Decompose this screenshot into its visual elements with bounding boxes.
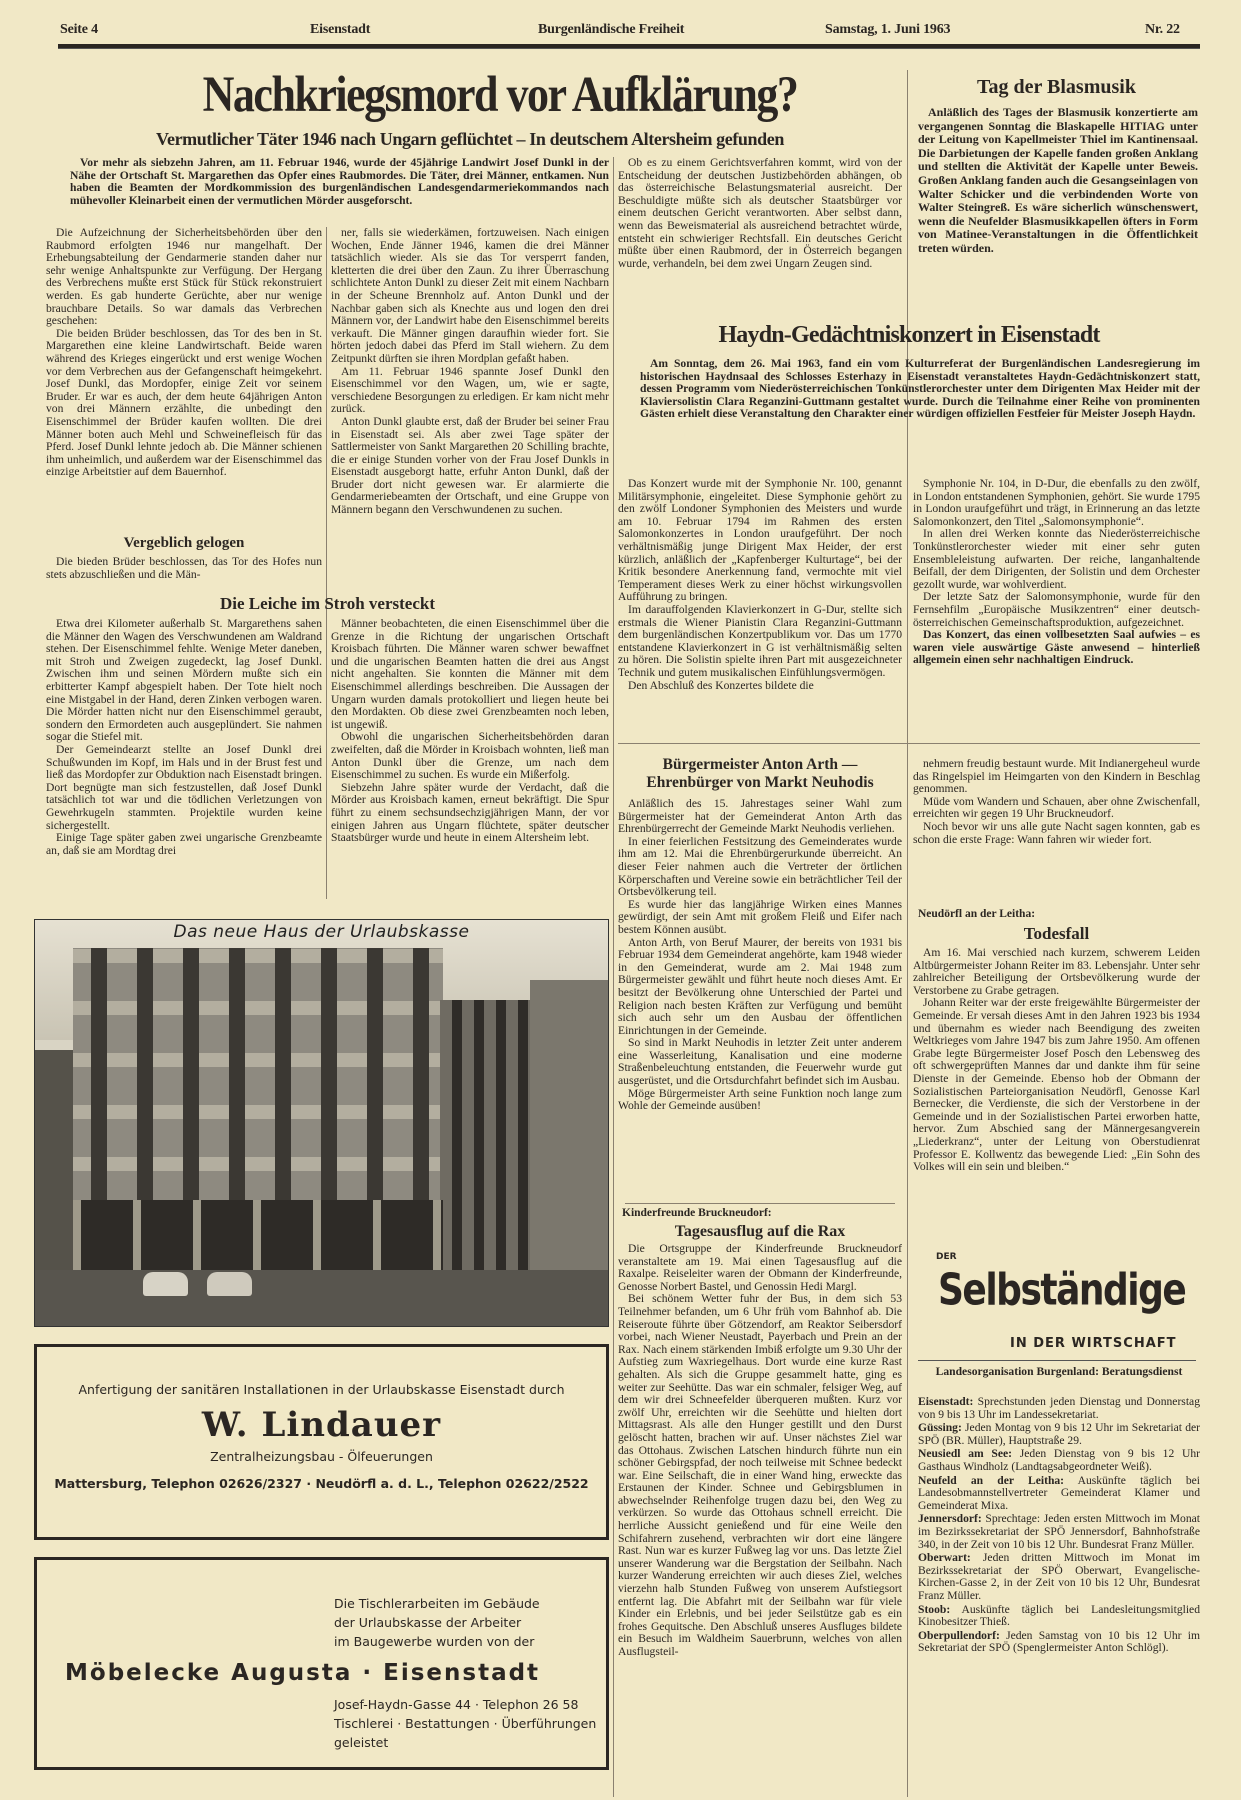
arth-body xyxy=(618,798,902,1198)
paragraph: In allen drei Werken konnte das Niederösterreichische Tonkünstlerorchester wieder mit einer sehr guten Ensembleleistung aufwarten. Der reiche, langanhaltende Beifall, der dem Dirigenten, der Solistin und dem Orchester gezollt wurde, war wohlverdient. xyxy=(913,527,1200,591)
paragraph: Etwa drei Kilometer außerhalb St. Margarethens sahen die Männer den Wagen des Verschwundenen am Waldrand stehen. Der Eisenschimmel fehlte. Wenige Meter daneben, mit Stroh und Zweigen zugedeckt, lag Josef Dunkl. Zwischen ihm und seinen Mördern mußte sich ein erbitterter Kampf abgespielt haben. Der Tote hielt noch eine Mistgabel in der Hand, deren Zinken verbogen waren. Die Mörder hatten nicht nur den Eisenschimmel geraubt, sondern den Ermordeten auch ausgeplündert. Sie nahmen sogar die Stiefel mit. xyxy=(46,618,322,744)
paragraph: Die bieden Brüder beschlossen, das Tor des Hofes nun stets abzuschließen und die Män- xyxy=(46,556,322,581)
logo-bottom-text: IN DER WIRTSCHAFT xyxy=(1010,1336,1177,1351)
column-divider xyxy=(613,157,614,1797)
paragraph: Es wurde hier das langjährige Wirken eines Mannes gewürdigt, der sein Amt mit großem Fleiß und Eifer nach bestem Können ausübt. xyxy=(618,897,902,936)
ad-intro: Anfertigung der sanitären Installationen in der Urlaubskasse Eisenstadt durch xyxy=(78,1382,565,1397)
paragraph: In einer feierlichen Festsitzung des Gemeinderates wurde ihm am 12. Mai die Ehrenbürgerurkunde überreicht. An dieser Feier nahmen auch die Vertreter der örtlichen Körperschaften und Vereine sowie ein beträchtlicher Teil der Ortsbevölkerung teil. xyxy=(618,834,902,899)
ad-contact: Neudörfl a. d. L., Telephon 02622/2522 xyxy=(315,1476,589,1491)
paragraph: Am 11. Februar 1946 spannte Josef Dunkl den Eisenschimmel vor den Wagen, um, wie er sagte, verschiedene Besorgungen zu erledigen. Er kam nicht mehr zurück. xyxy=(331,364,609,416)
paragraph: ner, falls sie wiederkämen, fortzuweisen. Nach einigen Wochen, Ende Jänner 1946, kamen die drei Männer tatsächlich wieder. Als sie das Tor versperrt fanden, kletterten die drei über den Zaun. Zu ihrer Überraschung schlichtete Anton Dunkl zu dieser Zeit mit einem Nachbarn in der Scheune Brennholz auf. Anton Dunkl und der Nachbar gaben sich als Knechte aus und logen den drei Männern vor, der Landwirt habe den Eisenschimmel bereits verkauft. Die Männer gingen daraufhin wieder fort. Sie hörten jedoch dabei das Pferd im Stall wiehern. Zu dem Zeitpunkt dürften sie ihren Mordplan gefaßt haben. xyxy=(331,227,609,365)
entry-text: Auskünfte täglich bei Landesleitungsmitglied Kinobesitzer Thieß. xyxy=(918,1602,1200,1629)
issue-number: Nr. 22 xyxy=(1145,22,1180,37)
paragraph: Der Gemeindearzt stellte an Josef Dunkl drei Schußwunden im Kopf, im Hals und in der Brust fest und ließ das Mordopfer zur Obduktion nach Eisenstadt bringen. Dort begnügte man sich festzustellen, daß Josef Dunkl tatsächlich tot war und die tödlichen Verletzungen von Gewehrkugeln stammten. Projektile wurden keine sichergestellt. xyxy=(46,742,322,832)
entry-text: Jeden Samstag von 10 bis 12 Uhr im Sekretariat der SPÖ (Spenglermeister Anton Schlögl). xyxy=(918,1628,1200,1655)
haydn-lead xyxy=(640,358,1200,470)
ad-augusta xyxy=(34,1557,609,1770)
paragraph: Müde vom Wandern und Schauen, aber ohne Zwischenfall, erreichten wir gegen 19 Uhr Bruckneudorf. xyxy=(913,794,1200,821)
ad-company-name: W. Lindauer xyxy=(201,1405,442,1445)
paragraph: Siebzehn Jahre später wurde der Verdacht, daß die Mörder aus Kroisbach kamen, erneut bekräftigt. Die Spur führt zu einem sechsundsechzigjährigen Mann, der vor einigen Jahren aus Ungarn flüchtete, später deutscher Staatsbürger wurde und heute in einem Altersheim lebt. xyxy=(331,780,609,845)
paragraph: Der letzte Satz der Salomonsymphonie, wurde für den Fernsehfilm „Europäische Musikzentren“ einer deutsch-österreichischen Gemeinschaftsproduktion, aufgezeichnet. xyxy=(913,590,1200,629)
paragraph: Die Ortsgruppe der Kinderfreunde Bruckneudorf veranstaltete am 19. Mai einen Tagesausflug auf die Raxalpe. Reiseleiter waren der Obmann der Kinderfreunde, Genosse Norbert Bastel, und Genossin Hedi Margl. xyxy=(618,1243,902,1293)
paragraph: Die beiden Brüder beschlossen, das Tor des ben in St. Margarethen eine kleine Landwirtschaft. Beide waren während des Krieges eingerückt und erst wenige Wochen vor dem Verbrechen aus der Gefangenschaft heimgekehrt. Josef Dunkl, das Mordopfer, einige Zeit vor seinem Bruder. Er war es auch, der dem heute 64jährigen Anton von drei Männern erzählte, die unbedingt den Eisenschimmel der Brüder kaufen wollten. Die drei Männer boten auch Mehl und Schweinefleisch für das Pferd. Josef Dunkl lehnte jedoch ab. Die Männer schienen ihm unheimlich, und außerdem war der Eisenschimmel das einzige Arbeitstier auf dem Bauernhof. xyxy=(46,326,322,479)
paragraph: Den Abschluß des Konzertes bildete die xyxy=(628,678,814,692)
paragraph: Anläßlich des 15. Jahrestages seiner Wahl zum Bürgermeister hat der Gemeinderat Anton Arth das Ehrenbürgerrecht der Gemeinde Markt Neuhodis verliehen. xyxy=(618,798,902,836)
list-item xyxy=(918,1604,1200,1629)
ad-lindauer xyxy=(34,1344,609,1540)
header-rule xyxy=(58,44,1200,49)
paragraph: nehmern freudig bestaunt wurde. Mit Indianergeheul wurde das Ringelspiel im Heimgarten von den Kindern in Beschlag genommen. xyxy=(913,758,1200,796)
todesfall-title: Todesfall xyxy=(1023,924,1090,943)
rax-body xyxy=(618,1243,902,1793)
subheading-vergeblich: Vergeblich gelogen xyxy=(123,535,245,551)
header-place: Eisenstadt xyxy=(310,22,371,37)
section-divider xyxy=(625,1203,895,1204)
paragraph: Das Konzert wurde mit der Symphonie Nr. 100, genannt Militärsymphonie, eingeleitet. Diese Symphonie gehört zu den zwölf Londoner Symphonien des Meisters und wurde am 10. Februar 1794 im Rahmen des ersten Salomonkonzertes in London uraufgeführt. Der noch verhältnismäßig junge Dirigent Max Heider, der erst kürzlich, anläßlich der „Kapfenberger Kulturtage“, bei der Kritik besondere Anerkennung fand, vermochte mit viel Temperament dieses Werk zu einer höchst wirkungsvollen Aufführung zu bringen. xyxy=(618,478,902,604)
entry-place: Eisenstadt: xyxy=(918,1396,974,1408)
photo-caption: Das neue Haus der Urlaubskasse xyxy=(173,922,470,942)
ad-intro-line: Die Tischlerarbeiten im Gebäude xyxy=(334,1596,540,1611)
lead-paragraph: Am Sonntag, dem 26. Mai 1963, fand ein vom Kulturreferat der Burgenländischen Landesregierung im historischen Haydnsaal des Schlosses Esterhazy in Eisenstadt veranstaltetes Haydn-Gedächtniskonzert statt, dessen Programm vom Niederösterreichischen Tonkünstlerorchester unter dem Dirigenten Max Heider mit der Klaviersolistin Clara Reganzini-Guttmann gestaltet wurde. Durch die Teilnahme einer Reihe von prominenten Gästen erhielt diese Veranstaltung den Charakter einer würdigen offiziellen Festfeier für Meister Joseph Haydn. xyxy=(640,358,1200,421)
lead-paragraph: Vor mehr als siebzehn Jahren, am 11. Februar 1946, wurde der 45jährige Landwirt Josef Dunkl in der Nähe der Ortschaft St. Margarethen das Opfer eines Raubmordes. Die Täter, drei Männer, entkamen. Nun haben die Beamten der Mordkommission des burgenländischen Landesgendarmeriekommandos nach mühevoller Kleinarbeit einen der vermutlichen Mörder ausgeforscht. xyxy=(70,157,609,207)
entry-place: Oberpullendorf: xyxy=(918,1628,1000,1642)
entry-text: Sprechstunden jeden Dienstag und Donnerstag von 9 bis 13 Uhr im Landessekretariat. xyxy=(918,1396,1200,1421)
main-col2b-text xyxy=(331,618,609,900)
paragraph: Im darauffolgenden Klavierkonzert in G-Dur, stellte sich erstmals die Wiener Pianistin Clara Reganzini-Guttmann dem burgenländischen Konzertpublikum vor. Das um 1770 entstandene Klavierkonzert in G ist verhältnismäßig selten zu hören. Die Solistin spielte ihren Part mit ausgezeichneter Technik und gutem musikalischen Einfühlungsvermögen. xyxy=(618,602,902,679)
entry-text: Jeden Dienstag von 9 bis 12 Uhr Gasthaus Windholz (Landtagsabgeordneter Weiß). xyxy=(918,1447,1200,1473)
entry-text: Jeden dritten Mittwoch im Monat im Bezirkssekretariat der SPÖ Oberwart, Evangelische-Kirchen-Gasse 2, in der Zeit von 10 bis 12 Uhr, Bundesrat Franz Müller. xyxy=(918,1551,1200,1602)
paragraph: Anton Arth, von Beruf Maurer, der bereits von 1931 bis Februar 1934 dem Gemeinderat angehörte, kam 1948 wieder in den Gemeinderat, wurde am 2. Mai 1948 zum Bürgermeister gewählt und führt heute noch dieses Amt. Er besitzt der Bevölkerung ohne Unterschied der Partei und Religion nach besten Kräften zur Verfügung und bemüht sich auch sehr um den Ausbau der öffentlichen Einrichtungen in der Gemeinde. xyxy=(618,935,902,1037)
ad-separator: · xyxy=(306,1476,312,1491)
paragraph: Symphonie Nr. 104, in D-Dur, die ebenfalls zu den zwölf, in London entstandenen Symphonien, gehört. Sie wurde 1795 in London uraufgeführt und trägt, in Erinnerung an das letzte Salomonkonzert, den Titel „Salomonsymphonie“. xyxy=(913,478,1200,528)
entry-place: Jennersdorf: xyxy=(918,1512,982,1526)
main-lead xyxy=(70,157,609,207)
building-right xyxy=(530,980,608,1280)
main-subheadline: Vermutlicher Täter 1946 nach Ungarn geflüchtet – In deutschem Altersheim gefunden xyxy=(156,129,784,149)
todesfall-dateline: Neudörfl an der Leitha: xyxy=(918,908,1036,920)
building-side xyxy=(440,1000,530,1270)
rax-title: Tagesausflug auf die Rax xyxy=(674,1223,846,1240)
paragraph: Die Aufzeichnung der Sicherheitsbehörden über den Raubmord erfolgten 1946 nur mangelhaft. Der Erhebungsabteilung der Gendarmerie standen daher nur sehr wenige Anhaltspunkte zur Verfügung. Der Hergang des Verbrechens mußte erst Stück für Stück rekonstruiert werden. Es gab hunderte Gerüchte, aber nur wenige brauchbare Details. So war damals das Verbrechen geschehen: xyxy=(46,227,322,328)
blasmusik-title: Tag der Blasmusik xyxy=(977,76,1136,98)
logo-main-text: Selbständige xyxy=(938,1266,1186,1316)
building-photo xyxy=(34,919,609,1327)
ad-intro-line: im Baugewerbe wurden von der xyxy=(334,1634,535,1649)
building-left xyxy=(35,1050,73,1280)
paragraph: Am 16. Mai verschied nach kurzem, schwerem Leiden Altbürgermeister Johann Reiter im 83. Lebensjahr. Unter sehr zahlreicher Beteiligung der Ortsbevölkerung wurde der Verstorbene zu Grabe getragen. xyxy=(913,947,1200,997)
main-col1-text xyxy=(46,227,322,532)
entry-place: Neusiedl am See: xyxy=(918,1447,1013,1461)
paragraph: Noch bevor wir uns alle gute Nacht sagen konnten, gab es schon die erste Frage: Wann fahren wir wieder fort. xyxy=(913,819,1200,846)
main-col3-text xyxy=(618,157,902,307)
haydn-col-b xyxy=(913,478,1200,736)
haydn-title: Haydn-Gedächtniskonzert in Eisenstadt xyxy=(718,322,1100,348)
paragraph: Ob es zu einem Gerichtsverfahren kommt, wird von der Entscheidung der deutschen Justizbehörden abhängen, ob das österreichische Belastungsmaterial ausreicht. Der Beschuldigte müßte sich als deutscher Staatsbürger vor einem deutschen Gericht verantworten. Aber selbst dann, wenn das Beweismaterial als ausreichend betrachtet würde, entsteht ein schwieriger Rechtsfall. Ein deutsches Gericht müßte über einen Raubmord, der in Österreich begangen wurde, verhandeln, bei dem zwei Ungarn Zeugen sind. xyxy=(618,157,902,270)
car xyxy=(207,1272,252,1296)
issue-date: Samstag, 1. Juni 1963 xyxy=(825,22,951,37)
paragraph: Anton Dunkl glaubte erst, daß der Bruder bei seiner Frau in Eisenstadt sei. Als aber zwei Tage später der Sattlermeister von Sankt Margarethen 20 Schilling brachte, die er einige Stunden vorher von der Frau Josef Dunkls in Eisenstadt ausgeborgt hatte, erfuhr Anton Dunkl, daß der Bruder dort nicht gewesen war. Er alarmierte die Gendarmeriebeamten der Ortschaft, und eine Gruppe von Männern begann den Verschwundenen zu suchen. xyxy=(331,414,609,517)
paragraph: Johann Reiter war der erste freigewählte Bürgermeister der Gemeinde. Er versah dieses Amt in den Jahren 1923 bis 1934 und übernahm es wieder nach Beendigung des zweiten Weltkrieges vom Jahre 1947 bis zum Jahre 1950. Am offenen Grabe legte Bürgermeister Josef Posch den Lebensweg des oft schwergeprüften Mannes dar und dankte ihm für seine Dienste in der Gemeinde. Ebenso hob der Obmann der Sozialistischen Parteiorganisation Neudörfl, Genosse Karl Bernecker, die Verdienste, die sich der Verstorbene in der Gemeinde und in der Sozialistischen Partei erworben hatte, hervor. Zum Abschied sang der Männergesangverein „Liederkranz“, unter der Leitung von Oberstudienrat Professor E. Kollwentz das bewegende Lied: „Ein Sohn des Volkes will ein sein und bleiben.“ xyxy=(913,996,1200,1174)
paragraph: Anläßlich des Tages der Blasmusik konzertierte am vergangenen Sonntag die Blaskapelle HITIAG unter der Leitung von Kapellmeister Thiel im Kantinensaal. Die Darbietungen der Kapelle fanden großen Anklang und stellten die Aktivität der Kapelle unter Beweis. Großen Anklang fanden auch die Gesangseinlagen von Walter Schicker und die verbindenden Worte von Walter Steingreß. Es wäre sicherlich wünschenswert, wenn die Neufelder Blasmusikkapellen öfters in Form von Matinee-Veranstaltungen in die Öffentlichkeit treten würden. xyxy=(918,106,1198,255)
ad-contact: Mattersburg, Telephon 02626/2327 xyxy=(54,1476,302,1491)
paragraph: Einige Tage später gaben zwei ungarische Grenzbeamte an, daß sie am Mordtag drei xyxy=(46,831,322,857)
entry-text: Auskünfte täglich bei Landesobmannstellvertreter Gemeinderat Klamer und Gemeinderat Mixa. xyxy=(918,1473,1200,1512)
list-item xyxy=(918,1396,1200,1421)
main-col2-text xyxy=(331,227,609,585)
ad-outro: geleistet xyxy=(334,1735,389,1750)
ad-trade: Zentralheizungsbau - Ölfeuerungen xyxy=(210,1449,433,1464)
main-col1b-text xyxy=(46,618,322,900)
arth-title: Bürgermeister Anton Arth — Ehrenbürger von Markt Neuhodis xyxy=(646,756,874,791)
section-divider xyxy=(618,743,1200,744)
list-item xyxy=(918,1630,1200,1655)
newspaper-name: Burgenländische Freiheit xyxy=(538,22,685,37)
rax-dateline: Kinderfreunde Bruckneudorf: xyxy=(622,1207,772,1219)
list-item xyxy=(918,1422,1200,1447)
selbstaendige-logo xyxy=(930,1252,1190,1356)
subheading-leiche: Die Leiche im Stroh versteckt xyxy=(220,594,435,613)
ad-services: Tischlerei · Bestattungen · Überführungen xyxy=(334,1716,597,1731)
entry-text: Sprechtage: Jeden ersten Mittwoch im Monat im Bezirkssekretariat der SPÖ Jennersdorf, Bahnhofstraße 340, in der Zeit von 10 bis 12 Uhr. Bundesrat Franz Müller. xyxy=(918,1512,1200,1551)
page-number: Seite 4 xyxy=(60,22,98,37)
ad-intro-line: der Urlaubskasse der Arbeiter xyxy=(334,1615,522,1630)
car xyxy=(143,1272,188,1296)
paragraph: Männer beobachteten, die einen Eisenschimmel über die Grenze in die Richtung der ungarischen Ortschaft Kroisbach führten. Die Männer waren schwer bewaffnet und die ungarischen Beamten hatten die drei aus Angst nicht angehalten. Sie konnten die Männer mit dem Eisenschimmel allerdings beschreiben. Die Aussagen der Ungarn wurden damals protokolliert und liegen heute bei den Mordakten. Ob diese zwei Grenzbeamten noch leben, ist ungewiß. xyxy=(331,618,609,731)
main-col1-after xyxy=(46,556,322,584)
entry-place: Stoob: xyxy=(918,1602,951,1616)
haydn-col-a xyxy=(618,478,902,736)
beratungsdienst-heading: Landesorganisation Burgenland: Beratungsdienst xyxy=(935,1366,1183,1378)
todesfall-body xyxy=(913,947,1200,1247)
column-divider xyxy=(326,227,327,899)
ad-address: Josef-Haydn-Gasse 44 · Telephon 26 58 xyxy=(334,1697,579,1712)
haydn-closing: Das Konzert, das einen vollbesetzten Saal aufwies – es waren viele auswärtige Gäste anwesend – hinterließ allgemein einen sehr nachhaltigen Eindruck. xyxy=(913,628,1200,667)
paragraph: So sind in Markt Neuhodis in letzter Zeit unter anderem eine Wasserleitung, Kanalisation und eine moderne Straßenbeleuchtung entstanden, die Feuerwehr wurde gut ausgerüstet, und die Ortsdurchfahrt befindet sich im Ausbau. xyxy=(618,1036,902,1088)
rax-continued xyxy=(913,758,1200,893)
paragraph: Bei schönem Wetter fuhr der Bus, in dem sich 53 Teilnehmer befanden, um 6 Uhr früh vom Bahnhof ab. Die Reiseroute führte über Götzendorf, am Reaktor Seibersdorf vorbei, nach Wiener Neustadt, Payerbach und Prein an der Rax. Nach einem stärkenden Imbiß erfolgte um 9.30 Uhr der Aufstieg zum Waxriegelhaus. Dort wurde eine kurze Rast gehalten. Als sich die Gruppe gesammelt hatte, ging es weiter zur Seehütte. Das war ein schmaler, felsiger Weg, auf dem wir drei Schneefelder überqueren mußten. Kurz vor zwölf Uhr, erreichten wir die Seehütte und hielten dort Mittagsrast. Als alle den Hunger gestillt und den Durst gelöscht hatten, brachen wir auf. Unser nächstes Ziel war das Ottohaus. Zwischen Latschen hindurch führte nun ein schöner Gebirgspfad, der noch teilweise mit Schnee bedeckt war. Eine Seilschaft, die in einer Wand hing, erweckte das Erstaunen der Kinder. Schnee und Gebirgsblumen in abwechselnder Reihenfolge trugen dazu bei, den Weg zu verkürzen. So wurde das Ottohaus schnell erreicht. Die herrliche Aussicht genießend und für eine Weile den Schifahrern zusehend, verbrachten wir dort eine längere Rast. Nun war es kurzer Fußweg lag vor uns. Das letzte Ziel unserer Wanderung war die Bergstation der Seilbahn. Nach kurzer Wanderung erreichten wir auch dieses Ziel, welches vierzehn halb Stunden Fußweg von unserem Aufstiegsort entfernt lag. Die Abfahrt mit der Seilbahn war für viele Kinder ein Erlebnis, und bei jeder Seilstütze gab es ein frohes Gequitsche. Den Abschluß unseres Ausfluges bildete ein Besuch im Waldheim Sauerbrunn, welches von allen Ausflugsteil- xyxy=(618,1292,902,1658)
main-headline: Nachkriegsmord vor Aufklärung? xyxy=(202,66,798,123)
street xyxy=(35,1270,608,1326)
list-item xyxy=(918,1513,1200,1551)
entry-text: Jeden Montag von 9 bis 12 Uhr im Sekretariat der SPÖ (BR. Müller), Hauptstraße 29. xyxy=(918,1421,1200,1447)
section-divider xyxy=(918,1360,1196,1361)
list-item xyxy=(918,1475,1200,1513)
logo-top-text: DER xyxy=(936,1252,957,1262)
paragraph: Möge Bürgermeister Arth seine Funktion noch lange zum Wohle der Gemeinde ausüben! xyxy=(618,1086,902,1113)
entry-place: Neufeld an der Leitha: xyxy=(918,1473,1065,1487)
entry-place: Oberwart: xyxy=(918,1551,971,1565)
list-item xyxy=(918,1552,1200,1602)
blasmusik-body xyxy=(918,106,1198,306)
list-item xyxy=(918,1448,1200,1473)
entry-place: Güssing: xyxy=(918,1421,962,1435)
ad-company-name: Möbelecke Augusta · Eisenstadt xyxy=(65,1660,541,1686)
beratungsdienst-list xyxy=(918,1396,1200,1796)
building-ground-floor xyxy=(73,1200,443,1270)
paragraph: Obwohl die ungarischen Sicherheitsbehörden daran zweifelten, daß die Mörder in Kroisbach wohnten, ließ man Anton Dunkl über die Grenze, um nach dem Eisenschimmel zu suchen. Es wurde ein Mißerfolg. xyxy=(331,730,609,782)
